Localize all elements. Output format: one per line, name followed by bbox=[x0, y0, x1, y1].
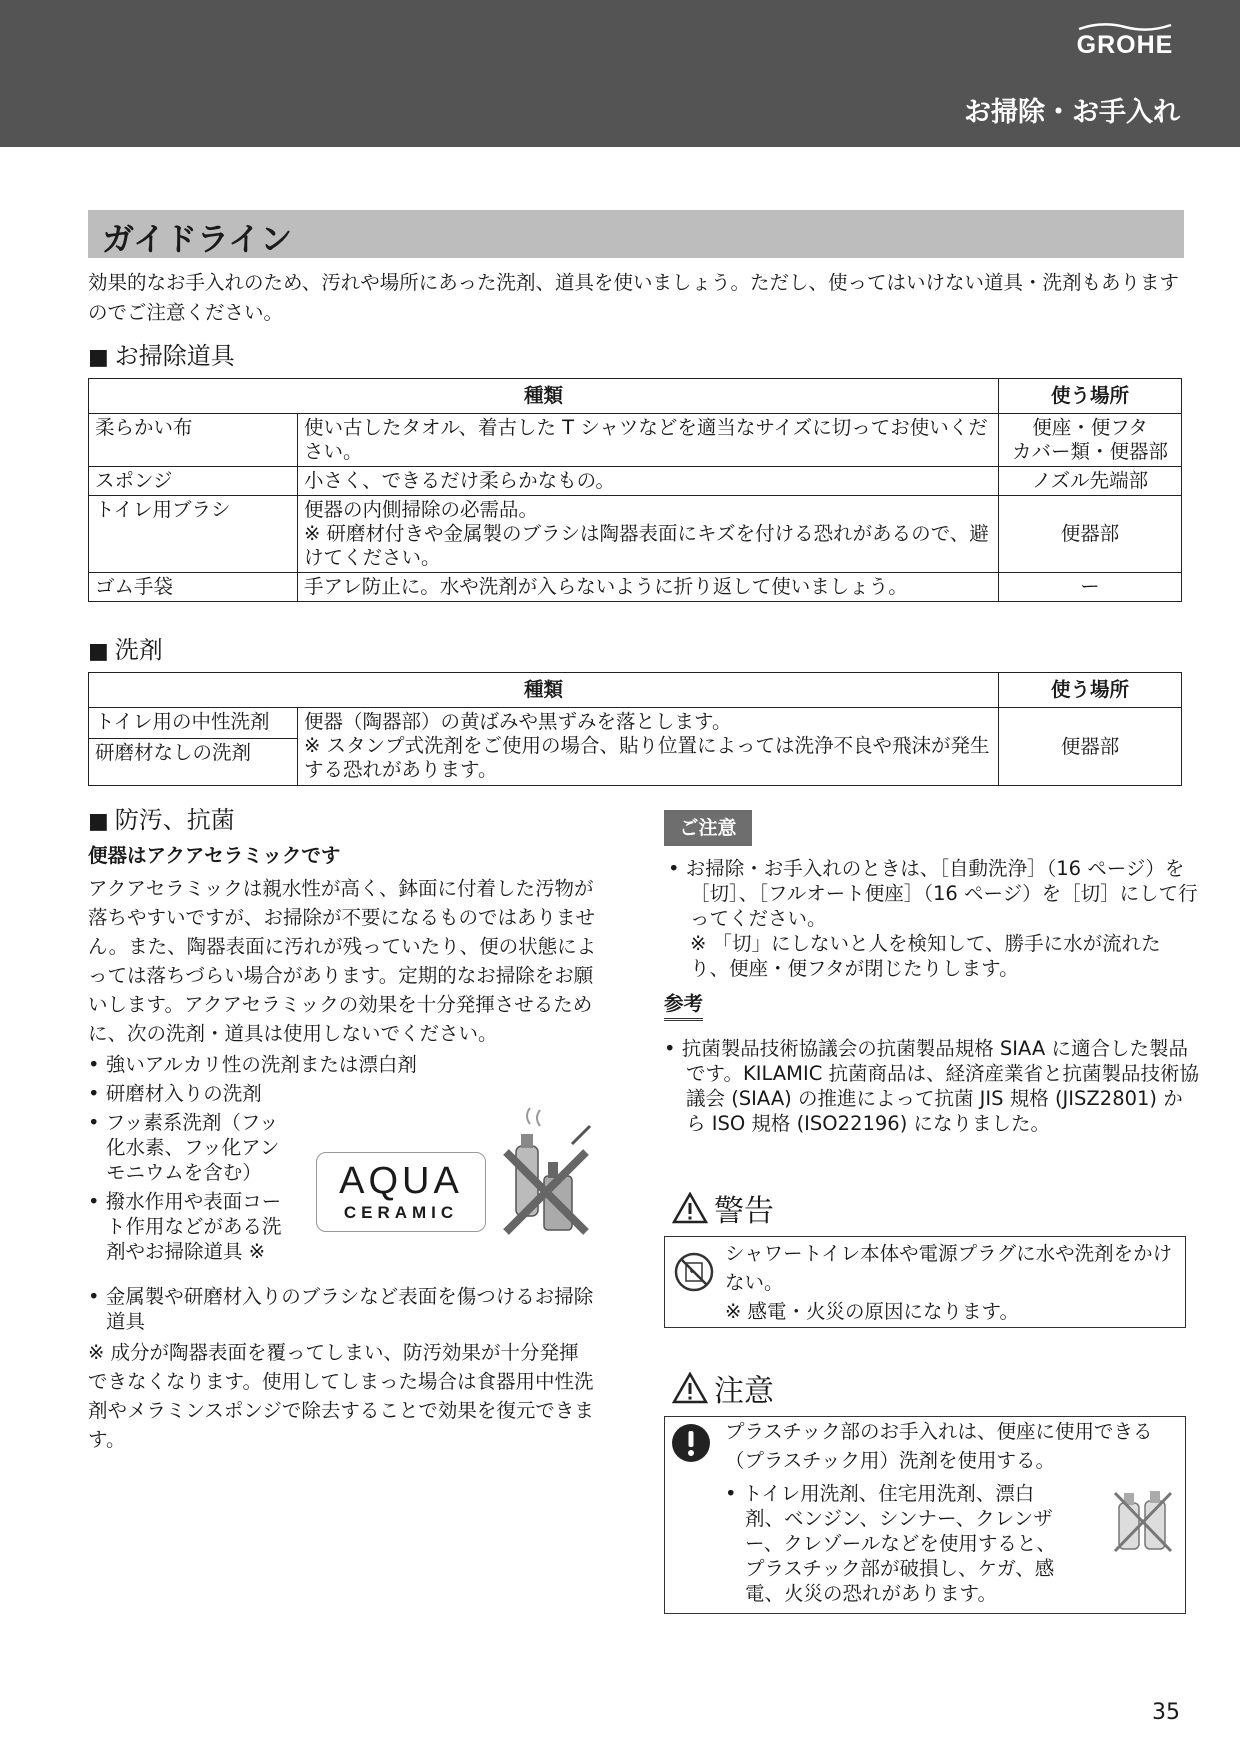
exclamation-icon bbox=[671, 1423, 711, 1463]
list-item: • 撥水作用や表面コート作用などがある洗剤やお掃除道具 ※ bbox=[88, 1190, 282, 1263]
square-bullet-icon: ■ bbox=[88, 809, 109, 834]
detergent-place: 便器部 bbox=[999, 708, 1182, 786]
square-bullet-icon: ■ bbox=[88, 345, 109, 370]
page-header bbox=[0, 0, 1240, 147]
prohibited-cleaners-icon bbox=[500, 1104, 596, 1240]
table-row bbox=[89, 496, 1182, 573]
aqua-ceramic-logo: AQUA CERAMIC bbox=[316, 1152, 486, 1232]
tool-desc: 手アレ防止に。水や洗剤が入らないように折り返して使いましょう。 bbox=[298, 573, 999, 602]
tool-place: ー bbox=[999, 573, 1182, 602]
list-item: • 研磨材入りの洗剤 bbox=[88, 1082, 262, 1105]
warning-triangle-icon bbox=[672, 1192, 708, 1224]
detergent-name: トイレ用の中性洗剤 bbox=[89, 708, 297, 739]
detergent-desc: 便器（陶器部）の黄ばみや黒ずみを落とします。 ※ スタンプ式洗剤をご使用の場合、貼り位置によっては洗浄不良や飛沫が発生する恐れがあります。 bbox=[298, 708, 999, 786]
tool-place: 便座・便フタ カバー類・便器部 bbox=[999, 414, 1182, 467]
table-row bbox=[89, 414, 1182, 467]
table-row bbox=[89, 708, 1182, 786]
warning-text: シャワートイレ本体や電源プラグに水や洗剤をかけない。 bbox=[725, 1242, 1173, 1294]
list-item: • 金属製や研磨材入りのブラシなど表面を傷つけるお掃除道具 bbox=[88, 1285, 594, 1333]
header-kind: 種類 bbox=[89, 379, 999, 414]
tool-name: 柔らかい布 bbox=[89, 414, 298, 467]
antifouling-note: ※ 成分が陶器表面を覆ってしまい、防汚効果が十分発揮できなくなります。使用してしまった場合は食器用中性洗剤やメラミンスポンジで除去することで効果を復元できます。 bbox=[88, 1341, 594, 1451]
section-title: お掃除・お手入れ bbox=[964, 97, 1180, 128]
tool-name: ゴム手袋 bbox=[89, 573, 298, 602]
caution-text: プラスチック部のお手入れは、便座に使用できる（プラスチック用）洗剤を使用する。 bbox=[725, 1420, 1153, 1472]
tool-desc: 小さく、できるだけ柔らかなもの。 bbox=[298, 467, 999, 496]
grohe-logo bbox=[1070, 22, 1180, 58]
square-bullet-icon: ■ bbox=[88, 639, 109, 664]
tool-place: 便器部 bbox=[999, 496, 1182, 573]
antifouling-heading: ■ 防汚、抗菌 bbox=[88, 806, 235, 834]
tool-name: スポンジ bbox=[89, 467, 298, 496]
caution-heading: 注意 bbox=[672, 1366, 774, 1410]
detergent-names bbox=[89, 708, 298, 786]
reference-label: 参考 bbox=[664, 988, 703, 1021]
header-place: 使う場所 bbox=[999, 673, 1182, 708]
guideline-title: ガイドライン bbox=[102, 220, 293, 258]
warning-box bbox=[664, 1236, 1186, 1328]
warning-heading: 警告 bbox=[672, 1186, 774, 1230]
detergent-table bbox=[88, 672, 1182, 786]
caution-note-sub: ※ 「切」にしないと人を検知して、勝手に水が流れたり、便座・便フタが閉じたりします。 bbox=[690, 932, 1161, 980]
table-header-row bbox=[89, 673, 1182, 708]
tool-place: ノズル先端部 bbox=[999, 467, 1182, 496]
detergent-name: 研磨材なしの洗剤 bbox=[95, 741, 252, 764]
prohibited-detergents-icon bbox=[1111, 1487, 1175, 1555]
no-water-icon bbox=[673, 1251, 715, 1293]
tools-heading: ■ お掃除道具 bbox=[88, 342, 235, 370]
list-item: • 強いアルカリ性の洗剤または漂白剤 bbox=[88, 1053, 417, 1076]
tool-name: トイレ用ブラシ bbox=[89, 496, 298, 573]
caution-box bbox=[664, 1416, 1186, 1614]
header-place: 使う場所 bbox=[999, 379, 1182, 414]
table-row bbox=[89, 573, 1182, 602]
warning-sub: ※ 感電・火災の原因になります。 bbox=[725, 1300, 1019, 1323]
antifouling-body: アクアセラミックは親水性が高く、鉢面に付着した汚物が落ちやすいですが、お掃除が不要になるものではありません。また、陶器表面に汚れが残っていたり、便の状態によっては落ちづらい場合があります。定期的なお掃除をお願いします。アクアセラミックの効果を十分発揮させるために、次の洗剤・道具は使用しないでください。 bbox=[88, 877, 597, 1045]
tool-desc: 使い古したタオル、着古した T シャツなどを適当なサイズに切ってお使いください。 bbox=[298, 414, 999, 467]
header-kind: 種類 bbox=[89, 673, 999, 708]
antifouling-subheading: 便器はアクアセラミックです bbox=[88, 844, 341, 867]
list-item: • フッ素系洗剤（フッ化水素、フッ化アンモニウムを含む） bbox=[88, 1111, 280, 1184]
caution-note-item: • お掃除・お手入れのときは、［自動洗浄］（16 ページ）を［切］、［フルオート便座］（16 ページ）を［切］にして行ってください。 bbox=[668, 857, 1198, 930]
table-row bbox=[89, 467, 1182, 496]
tool-desc: 便器の内側掃除の必需品。 ※ 研磨材付きや金属製のブラシは陶器表面にキズを付ける恐れがあるので、避けてください。 bbox=[298, 496, 999, 573]
page-number: 35 bbox=[1152, 1700, 1180, 1725]
guideline-intro: 効果的なお手入れのため、汚れや場所にあった洗剤、道具を使いましょう。ただし、使ってはいけない道具・洗剤もありますのでご注意ください。 bbox=[88, 271, 1180, 324]
caution-bullet: • トイレ用洗剤、住宅用洗剤、漂白剤、ベンジン、シンナー、クレンザー、クレゾールなどを使用すると、プラスチック部が破損し、ケガ、感電、火災の恐れがあります。 bbox=[725, 1482, 1056, 1605]
antifouling-content bbox=[88, 840, 598, 1454]
warning-triangle-icon bbox=[672, 1372, 708, 1404]
reference-item: • 抗菌製品技術協議会の抗菌製品規格 SIAA に適合した製品です。KILAMIC 抗菌商品は、経済産業省と抗菌製品技術協議会 (SIAA) の推進によって抗菌 JIS 規格 (JISZ2801) から ISO 規格 (ISO22196) になりました。 bbox=[664, 1037, 1200, 1135]
guideline-heading-bar bbox=[88, 210, 1184, 258]
tools-table bbox=[88, 378, 1182, 602]
detergent-heading: ■ 洗剤 bbox=[88, 636, 163, 664]
brand-name: GROHE bbox=[1076, 31, 1174, 59]
caution-tag: ご注意 bbox=[664, 810, 752, 846]
table-header-row bbox=[89, 379, 1182, 414]
bullets-with-logo bbox=[88, 1110, 598, 1280]
